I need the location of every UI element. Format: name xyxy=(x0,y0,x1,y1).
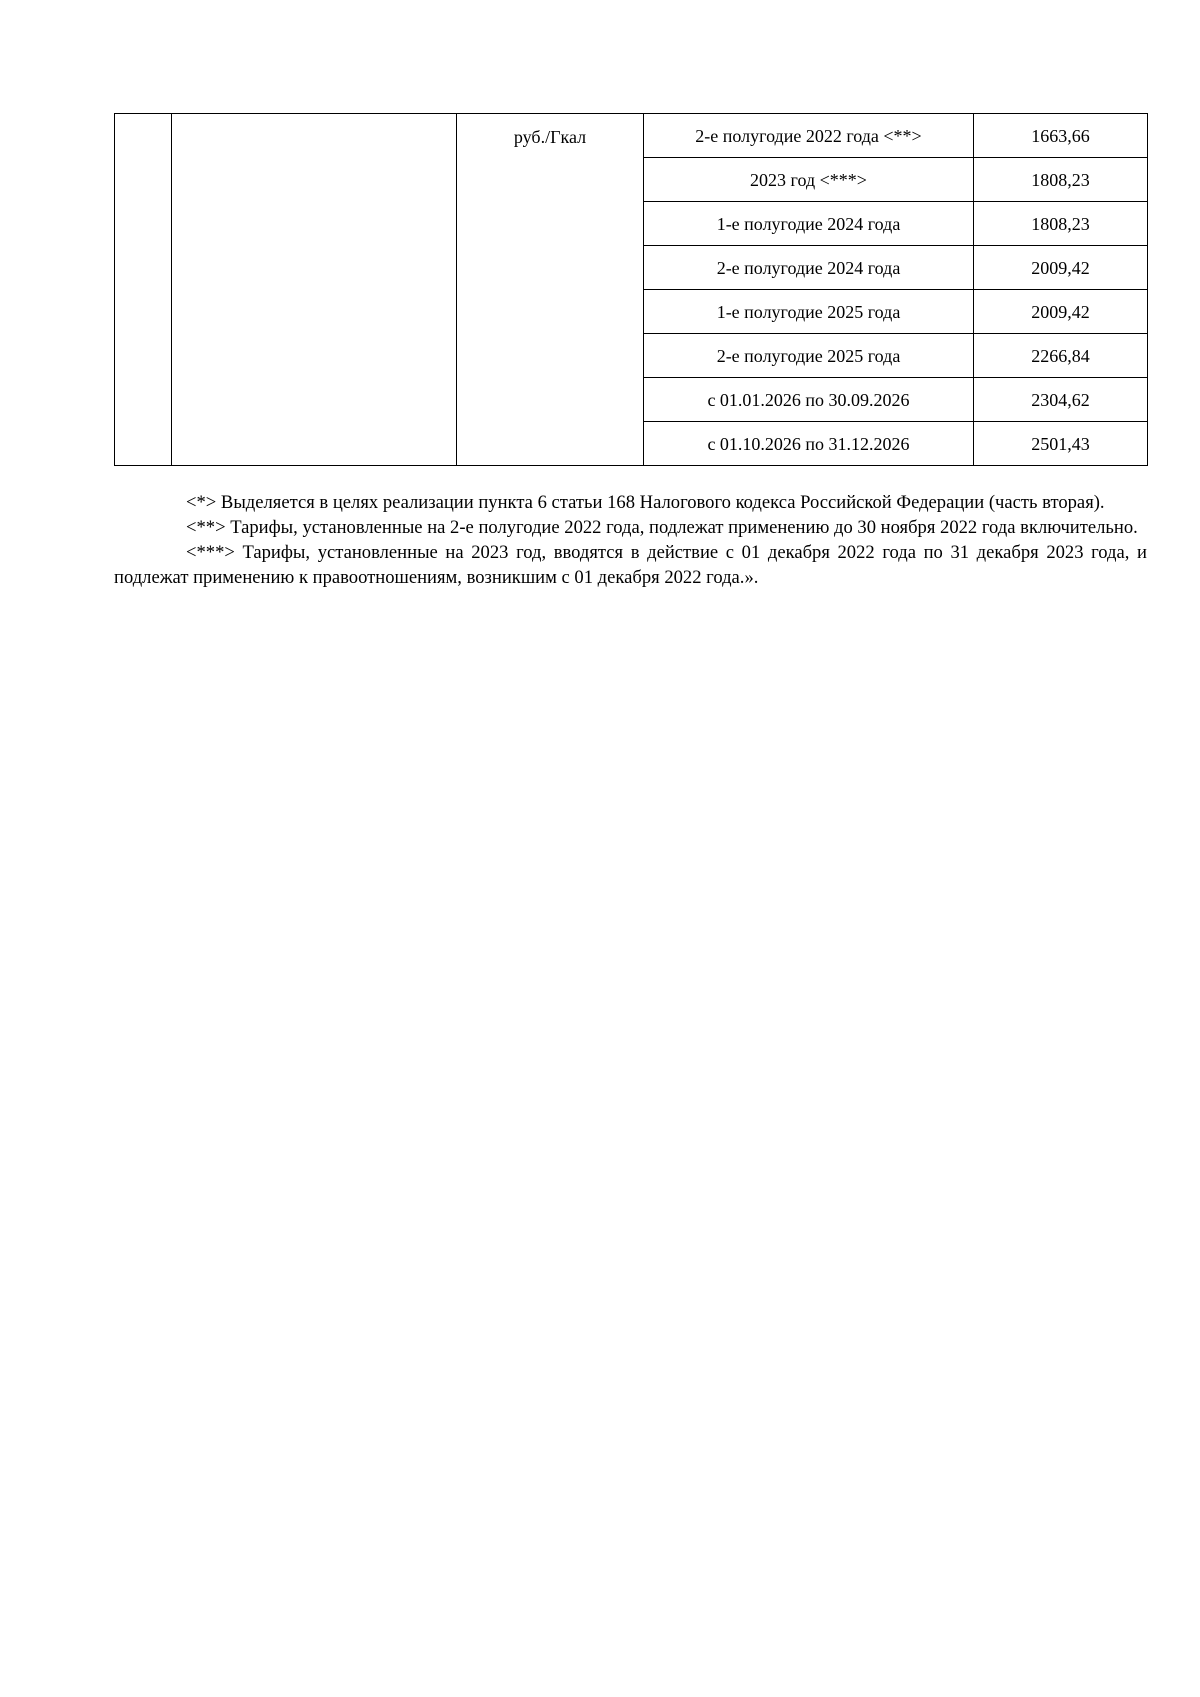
value-cell: 2266,84 xyxy=(974,334,1148,378)
value-cell: 2009,42 xyxy=(974,290,1148,334)
tariff-table xyxy=(114,113,1148,466)
name-cell xyxy=(172,114,457,466)
period-cell: 2-е полугодие 2025 года xyxy=(644,334,974,378)
table-row xyxy=(115,114,1148,158)
footnote-vat: <*> Выделяется в целях реализации пункта 6 статьи 168 Налогового кодекса Российской Федерации (часть вторая). xyxy=(186,492,1105,513)
period-cell: 1-е полугодие 2024 года xyxy=(644,202,974,246)
value-cell: 2009,42 xyxy=(974,246,1148,290)
period-cell: 2-е полугодие 2022 года <**> xyxy=(644,114,974,158)
footnote-2023: <***> Тарифы, установленные на 2023 год, вводятся в действие с 01 декабря 2022 года по 31 декабря 2023 года, и подлежат применению к правоотношениям, возникшим с 01 декабря 2022 года.». xyxy=(114,542,1147,588)
number-cell xyxy=(115,114,172,466)
value-cell: 2501,43 xyxy=(974,422,1148,466)
period-cell: с 01.01.2026 по 30.09.2026 xyxy=(644,378,974,422)
footnote-2022-half: <**> Тарифы, установленные на 2-е полугодие 2022 года, подлежат применению до 30 ноября 2022 года включительно. xyxy=(186,517,1138,538)
period-cell: 1-е полугодие 2025 года xyxy=(644,290,974,334)
footnotes xyxy=(114,490,1147,590)
value-cell: 2304,62 xyxy=(974,378,1148,422)
unit-cell: руб./Гкал xyxy=(457,114,644,466)
value-cell: 1663,66 xyxy=(974,114,1148,158)
period-cell: 2023 год <***> xyxy=(644,158,974,202)
period-cell: 2-е полугодие 2024 года xyxy=(644,246,974,290)
period-cell: с 01.10.2026 по 31.12.2026 xyxy=(644,422,974,466)
value-cell: 1808,23 xyxy=(974,202,1148,246)
value-cell: 1808,23 xyxy=(974,158,1148,202)
